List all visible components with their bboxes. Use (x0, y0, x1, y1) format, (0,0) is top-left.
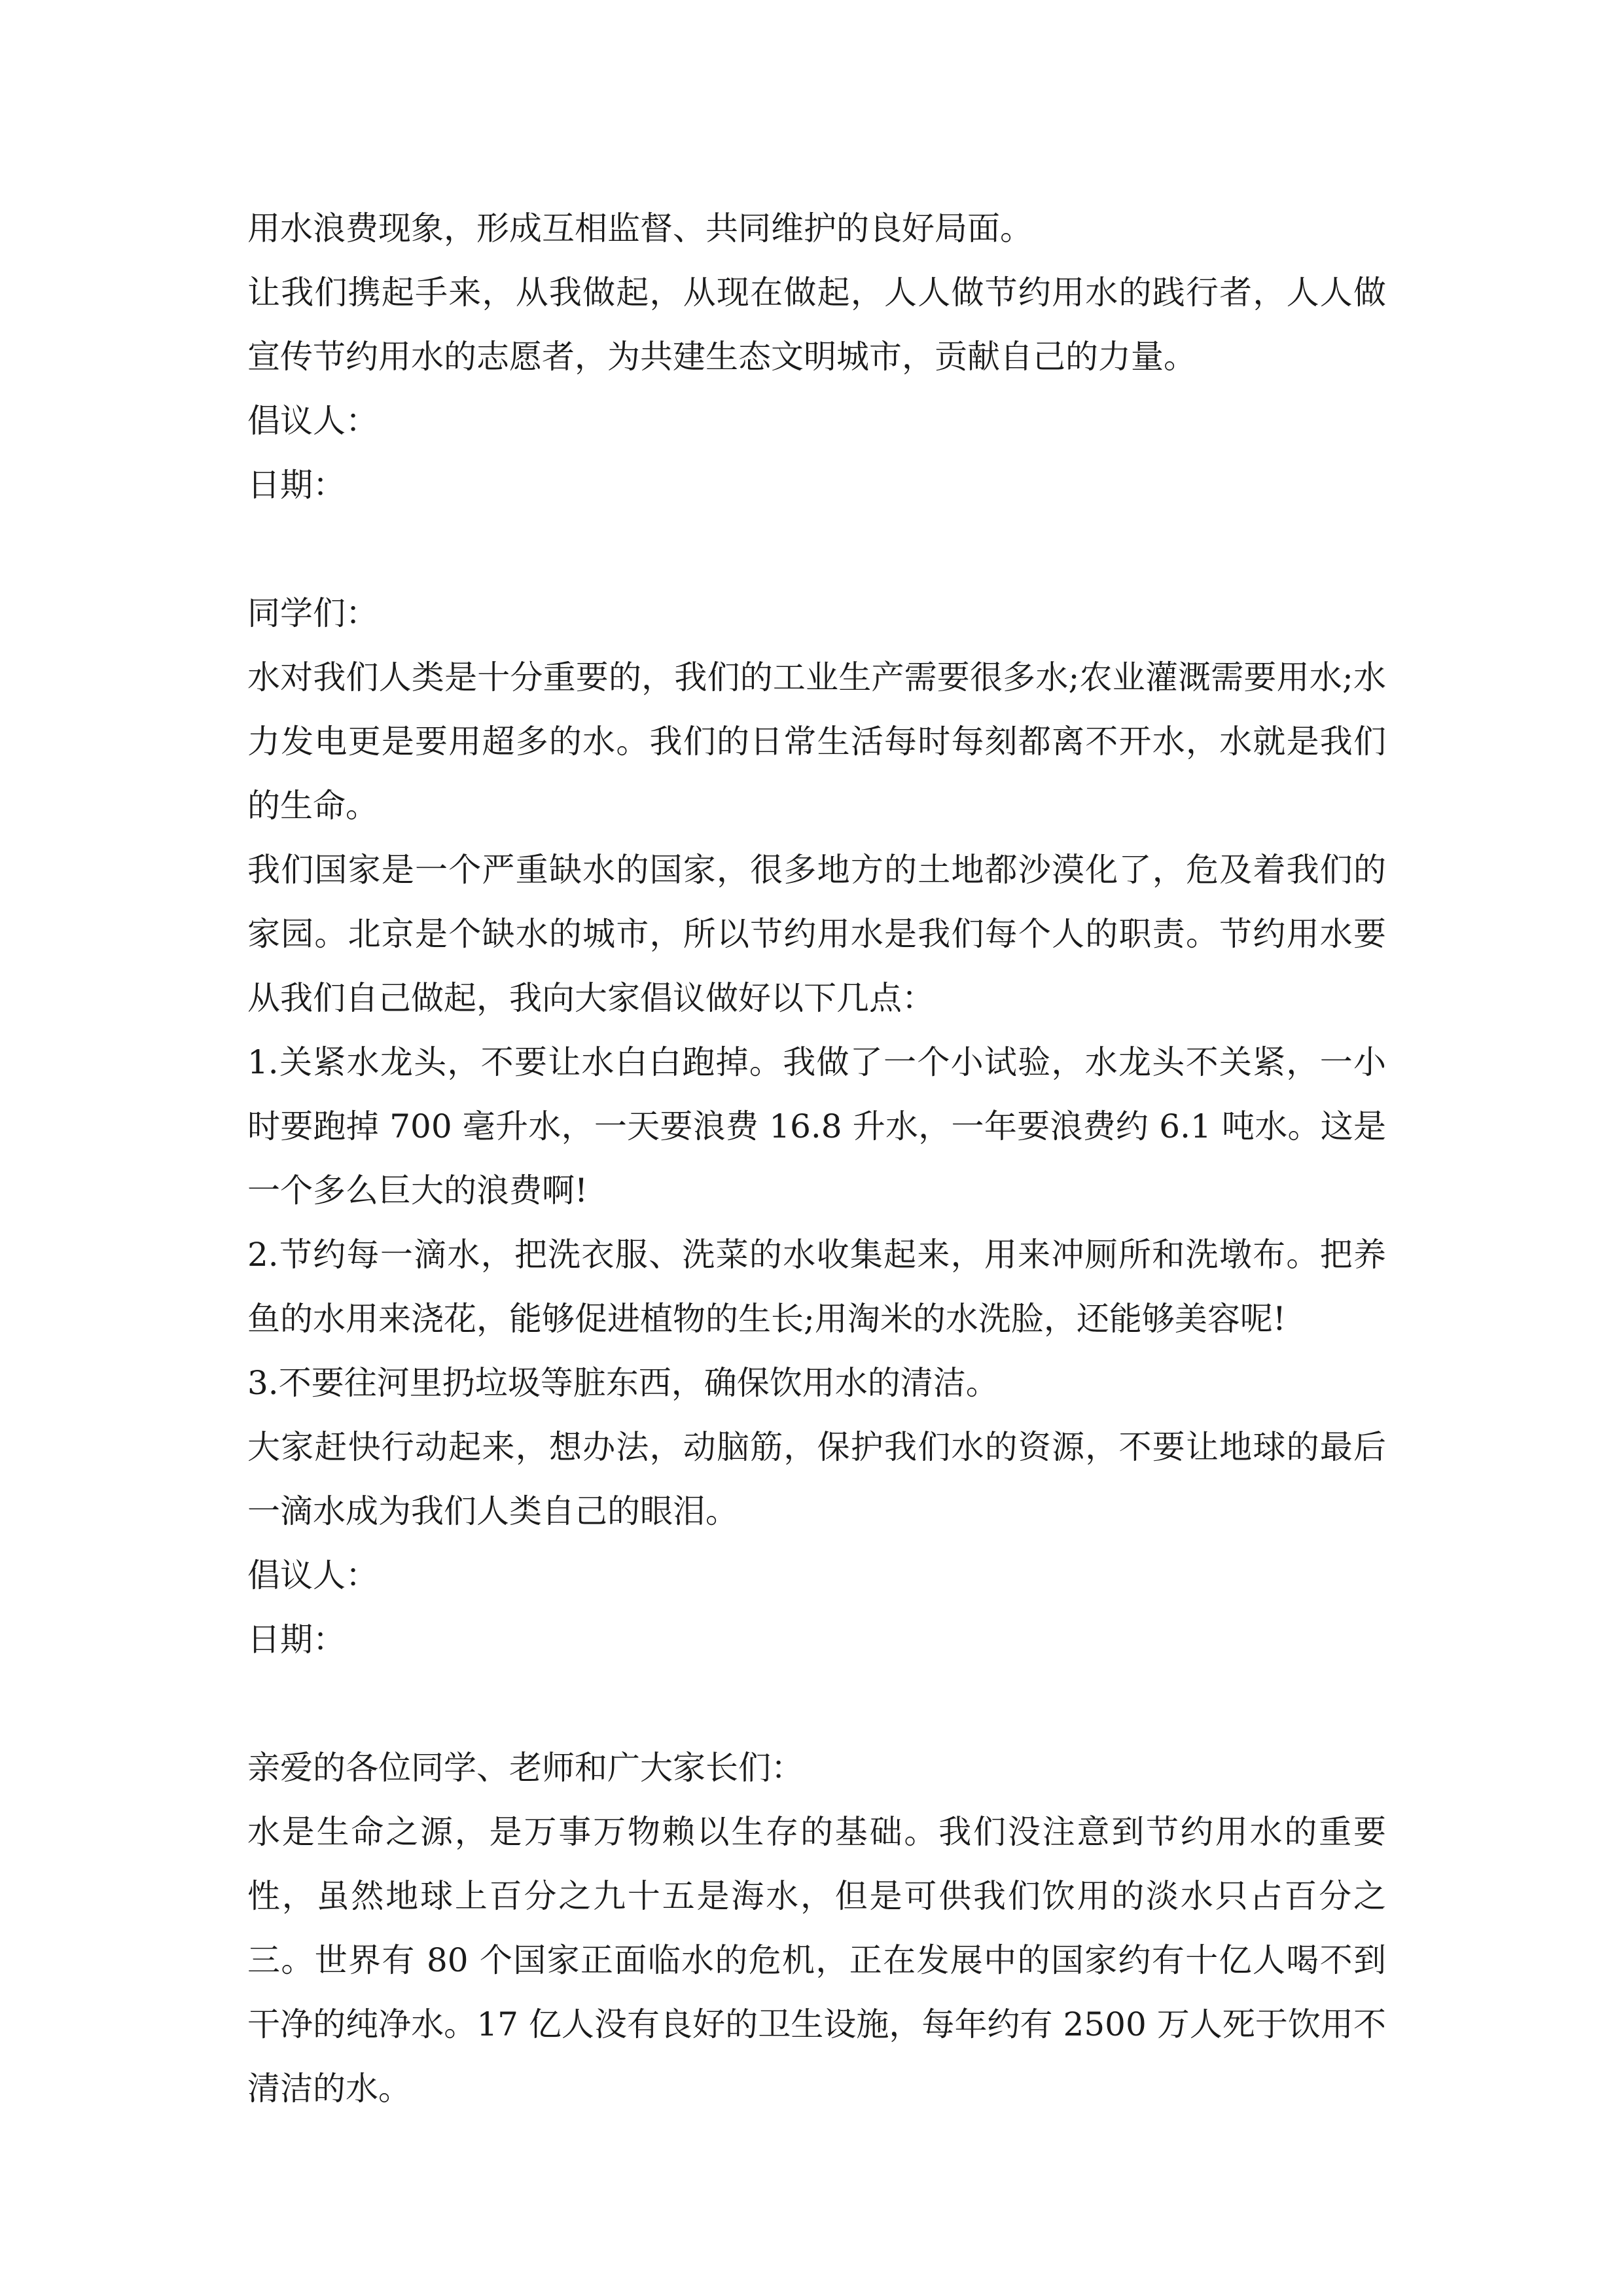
list-item: 3.不要往河里扔垃圾等脏东西，确保饮用水的清洁。 (247, 1364, 999, 1402)
paragraph: 水对我们人类是十分重要的，我们的工业生产需要很多水;农业灌溉需要用水;水力发电更是要用超多的水。我们的日常生活每时每刻都离不开水，水就是我们的生命。 (247, 658, 1386, 825)
section-gap (247, 517, 1386, 581)
paragraph: 我们国家是一个严重缺水的国家，很多地方的土地都沙漠化了，危及着我们的家园。北京是个缺水的城市，所以节约用水是我们每个人的职责。节约用水要从我们自己做起，我向大家倡议做好以下几点： (247, 851, 1386, 1017)
signer-label: 倡议人： (247, 1556, 378, 1594)
date-label: 日期： (247, 466, 346, 504)
document-body (247, 196, 1386, 2121)
section-gap (247, 1672, 1386, 1736)
paragraph: 让我们携起手来，从我做起，从现在做起，人人做节约用水的践行者，人人做宣传节约用水的志愿者，为共建生态文明城市，贡献自己的力量。 (247, 274, 1386, 376)
date-label: 日期： (247, 1621, 346, 1659)
paragraph: 水是生命之源，是万事万物赖以生存的基础。我们没注意到节约用水的重要性，虽然地球上百分之九十五是海水，但是可供我们饮用的淡水只占百分之三。世界有 80 个国家正面临水的危机，正在发展中的国家约有十亿人喝不到干净的纯净水。17 亿人没有良好的卫生设施，每年约有 2500 万人死于饮用不清洁的水。 (247, 1813, 1386, 2108)
list-item: 2.节约每一滴水，把洗衣服、洗菜的水收集起来，用来冲厕所和洗墩布。把养鱼的水用来浇花，能够促进植物的生长;用淘米的水洗脸，还能够美容呢! (247, 1236, 1386, 1338)
paragraph: 大家赶快行动起来，想办法，动脑筋，保护我们水的资源，不要让地球的最后一滴水成为我们人类自己的眼泪。 (247, 1428, 1386, 1530)
signer-label: 倡议人： (247, 402, 378, 440)
paragraph: 用水浪费现象，形成互相监督、共同维护的良好局面。 (247, 209, 1033, 247)
greeting: 同学们： (247, 594, 378, 632)
list-item: 1.关紧水龙头，不要让水白白跑掉。我做了一个小试验，水龙头不关紧，一小时要跑掉 700 毫升水，一天要浪费 16.8 升水，一年要浪费约 6.1 吨水。这是一个多么巨大的浪费啊! (247, 1043, 1386, 1210)
greeting: 亲爱的各位同学、老师和广大家长们： (247, 1749, 804, 1787)
